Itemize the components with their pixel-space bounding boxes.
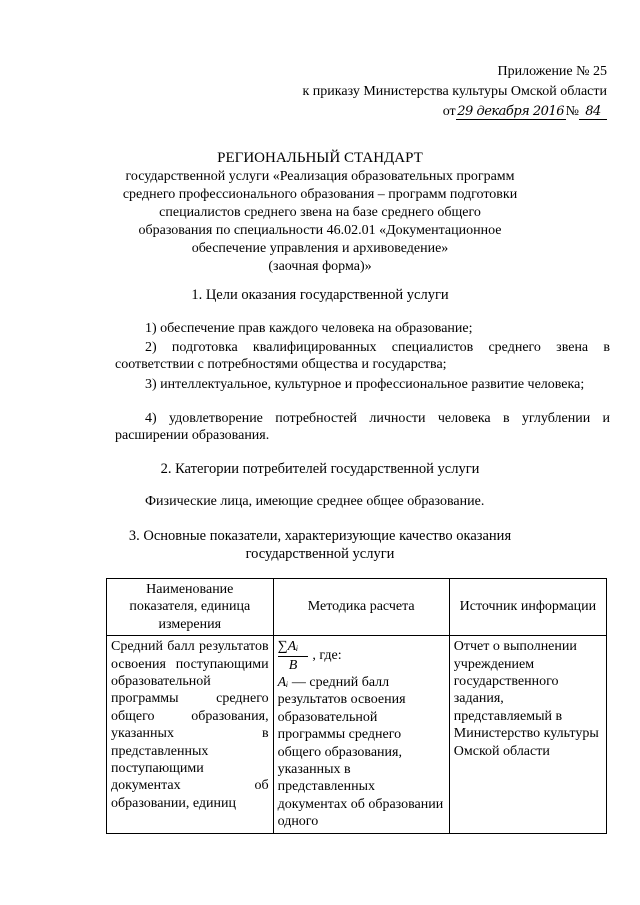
handwritten-date: 29 декабря 2016	[457, 104, 564, 119]
section1-heading: 1. Цели оказания государственной услуги	[191, 287, 449, 303]
title-line-2: среднего профессионального образования – программ подготовки	[122, 187, 518, 202]
variable-definition	[278, 674, 445, 831]
section3-heading-line-2: государственной услуги	[245, 546, 395, 562]
section1-item-3: 3) интеллектуальное, культурное и профессиональное развитие человека;	[145, 377, 585, 392]
header-information-source: Источник информации	[449, 579, 606, 636]
handwritten-number: 84	[579, 105, 607, 120]
order-date-line	[303, 102, 608, 122]
title-line-1: государственной услуги «Реализация образовательных программ	[125, 169, 515, 184]
header-calculation-method: Методика расчета	[273, 579, 449, 636]
title-line-4: образования по специальности 46.02.01 «Документационное	[138, 223, 502, 238]
title-line-3: специалистов среднего звена на базе среднего общего	[159, 205, 481, 220]
formula-numerator: ∑Aᵢ	[278, 638, 309, 656]
section3-heading	[0, 527, 640, 563]
variable-description: — средний балл результатов освоения образовательной программы среднего общего образования, указанных в представленных документах об образовании одного	[277, 675, 444, 830]
variable-symbol: Aᵢ	[277, 675, 289, 691]
formula-suffix: , где:	[312, 648, 342, 664]
table-header-row	[107, 579, 607, 636]
title-main: РЕГИОНАЛЬНЫЙ СТАНДАРТ	[217, 150, 423, 166]
number-prefix: №	[565, 104, 579, 119]
header-indicator-name: Наименование показателя, единица измерения	[107, 579, 274, 636]
formula-fraction	[278, 638, 309, 674]
indicators-table	[106, 578, 607, 834]
table-row	[107, 636, 607, 833]
indicator-name-cell: Средний балл результатов освоения поступающими образовательной программы среднего общего образования, указанных в представленных поступающими документах об образовании, единиц	[107, 636, 274, 833]
formula	[278, 638, 445, 674]
appendix-header	[303, 62, 608, 122]
information-source-cell: Отчет о выполнении учреждением государственного задания, представляемый в Министерство культуры Омской области	[449, 636, 606, 833]
order-reference: к приказу Министерства культуры Омской области	[302, 84, 607, 99]
section2-heading: 2. Категории потребителей государственной услуги	[160, 461, 480, 477]
document-title	[0, 149, 640, 276]
formula-denominator: B	[288, 657, 298, 673]
section1-item-4: 4) удовлетворение потребностей личности человека в углублении и расширении образования.	[115, 411, 610, 443]
title-line-5: обеспечение управления и архивоведение»	[191, 241, 449, 256]
section2-text: Физические лица, имеющие среднее общее образование.	[145, 494, 485, 509]
date-prefix: от	[442, 104, 456, 119]
section1-item-1: 1) обеспечение прав каждого человека на образование;	[145, 321, 473, 336]
section3-heading-line-1: 3. Основные показатели, характеризующие качество оказания	[128, 528, 512, 544]
calculation-method-cell	[273, 636, 449, 833]
appendix-number: Приложение № 25	[497, 64, 607, 79]
title-line-6: (заочная форма)»	[268, 259, 372, 274]
section1-item-2: 2) подготовка квалифицированных специалистов среднего звена в соответствии с потребностями общества и государства;	[115, 340, 610, 372]
